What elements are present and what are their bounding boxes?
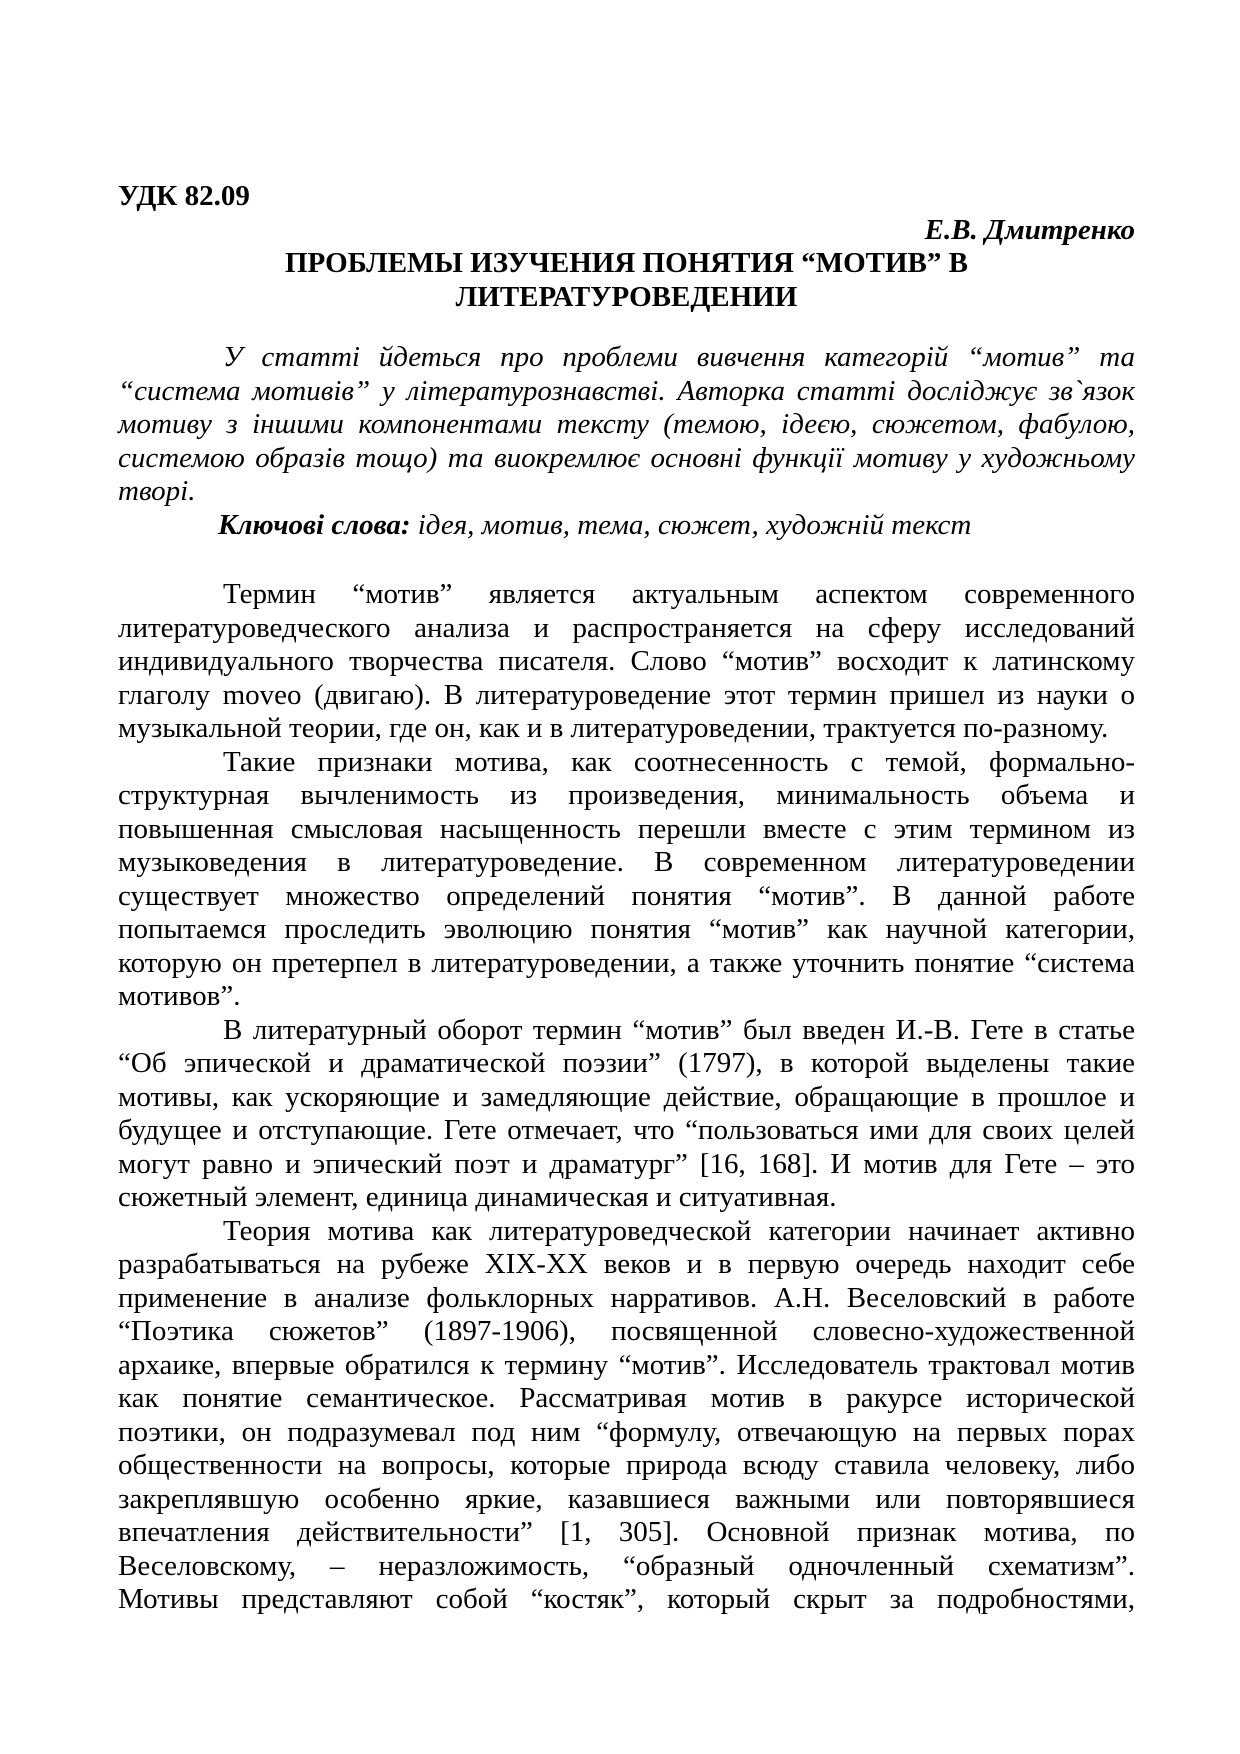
- abstract: [118, 341, 1135, 509]
- text-line: “Поэтика сюжетов” (1897-1906), посвященной словесно-художественной: [118, 1315, 1135, 1347]
- keywords-line: [118, 509, 1135, 543]
- article-title-line-2: ЛИТЕРАТУРОВЕДЕНИИ: [455, 280, 798, 313]
- text-line: “Об эпической и драматической поэзии” (1797), в которой выделены такие: [118, 1047, 1135, 1079]
- article-title-line-1: ПРОБЛЕМЫ ИЗУЧЕНИЯ ПОНЯТИЯ “МОТИВ” В: [285, 247, 968, 279]
- abstract-line: У статті йдеться про проблеми вивчення категорій “мотив” та: [223, 341, 1135, 373]
- article-body: [118, 578, 1135, 1617]
- text-line: индивидуального творчества писателя. Слово “мотив” восходит к латинскому: [118, 645, 1135, 677]
- text-line: которую он претерпел в литературоведении, а также уточнить понятие “система: [118, 946, 1135, 979]
- abstract-line: системою образів тощо) та виокремлює основні функції мотиву у художньому: [118, 441, 1135, 474]
- text-line: существует множество определений понятия “мотив”. В данной работе: [118, 879, 1135, 912]
- text-line: общественности на вопросы, которые природа всюду ставила человеку, либо: [118, 1449, 1135, 1481]
- paragraph: [118, 1014, 1135, 1215]
- text-line: Такие признаки мотива, как соотнесенность с темой, формально-: [223, 745, 1135, 778]
- text-line: Термин “мотив” является актуальным аспектом современного: [223, 578, 1135, 610]
- text-line: повышенная смысловая насыщенность перешли вместе с этим термином из: [118, 812, 1135, 845]
- text-line: архаике, впервые обратился к термину “мотив”. Исследователь трактовал мотив: [118, 1348, 1135, 1381]
- abstract-line: “система мотивів” у літературознавстві. Авторка статті досліджує зв`язок: [118, 374, 1135, 407]
- text-line: структурная вычленимость из произведения, минимальность объема и: [118, 779, 1135, 811]
- text-line: мотивов”.: [118, 980, 241, 1012]
- text-line: Мотивы представляют собой “костяк”, который скрыт за подробностями,: [118, 1583, 1135, 1615]
- text-line: как понятие семантическое. Рассматривая мотив в ракурсе исторической: [118, 1382, 1135, 1414]
- text-line: сюжетный элемент, единица динамическая и ситуативная.: [118, 1181, 837, 1213]
- paragraph: [118, 746, 1135, 1014]
- text-line: Веселовскому, – неразложимость, “образный одночленный схематизм”.: [118, 1549, 1135, 1582]
- text-line: поэтики, он подразумевал под ним “формулу, отвечающую на первых порах: [118, 1415, 1135, 1448]
- text-line: будущее и отступающие. Гете отмечает, что “пользоваться ими для своих целей: [118, 1114, 1135, 1146]
- text-line: музыкальной теории, где он, как и в литературоведении, трактуется по-разному.: [118, 712, 1109, 744]
- text-line: музыковедения в литературоведение. В современном литературоведении: [118, 846, 1135, 878]
- author-name: Е.В. Дмитренко: [924, 213, 1135, 246]
- abstract-line: мотиву з іншими компонентами тексту (темою, ідеєю, сюжетом, фабулою,: [118, 408, 1135, 440]
- text-line: впечатления действительности” [1, 305]. Основной признак мотива, по: [118, 1516, 1135, 1548]
- udc-code: УДК 82.09: [118, 180, 250, 212]
- text-line: могут равно и эпический поэт и драматург” [16, 168]. И мотив для Гете – это: [118, 1147, 1135, 1180]
- paragraph: [118, 1215, 1135, 1617]
- text-line: литературоведческого анализа и распространяется на сферу исследований: [118, 611, 1135, 644]
- text-line: Теория мотива как литературоведческой категории начинает активно: [223, 1214, 1135, 1247]
- text-line: В литературный оборот термин “мотив” был введен И.-В. Гете в статье: [223, 1013, 1135, 1046]
- keywords-text: ідея, мотив, тема, сюжет, художній текст: [417, 508, 972, 541]
- text-line: мотивы, как ускоряющие и замедляющие действие, обращающие в прошлое и: [118, 1080, 1135, 1113]
- text-line: разрабатываться на рубеже XIX-XX веков и в первую очередь находит себе: [118, 1248, 1135, 1280]
- keywords-label: Ключові слова:: [218, 508, 411, 541]
- text-line: глаголу moveo (двигаю). В литературоведение этот термин пришел из науки о: [118, 678, 1135, 711]
- abstract-line: творі.: [118, 475, 196, 507]
- text-line: попытаемся проследить эволюцию понятия “мотив” как научной категории,: [118, 913, 1135, 945]
- paragraph: [118, 578, 1135, 746]
- text-line: закреплявшую особенно яркие, казавшиеся важными или повторявшиеся: [118, 1482, 1135, 1515]
- text-line: применение в анализе фольклорных нарративов. А.Н. Веселовский в работе: [118, 1281, 1135, 1314]
